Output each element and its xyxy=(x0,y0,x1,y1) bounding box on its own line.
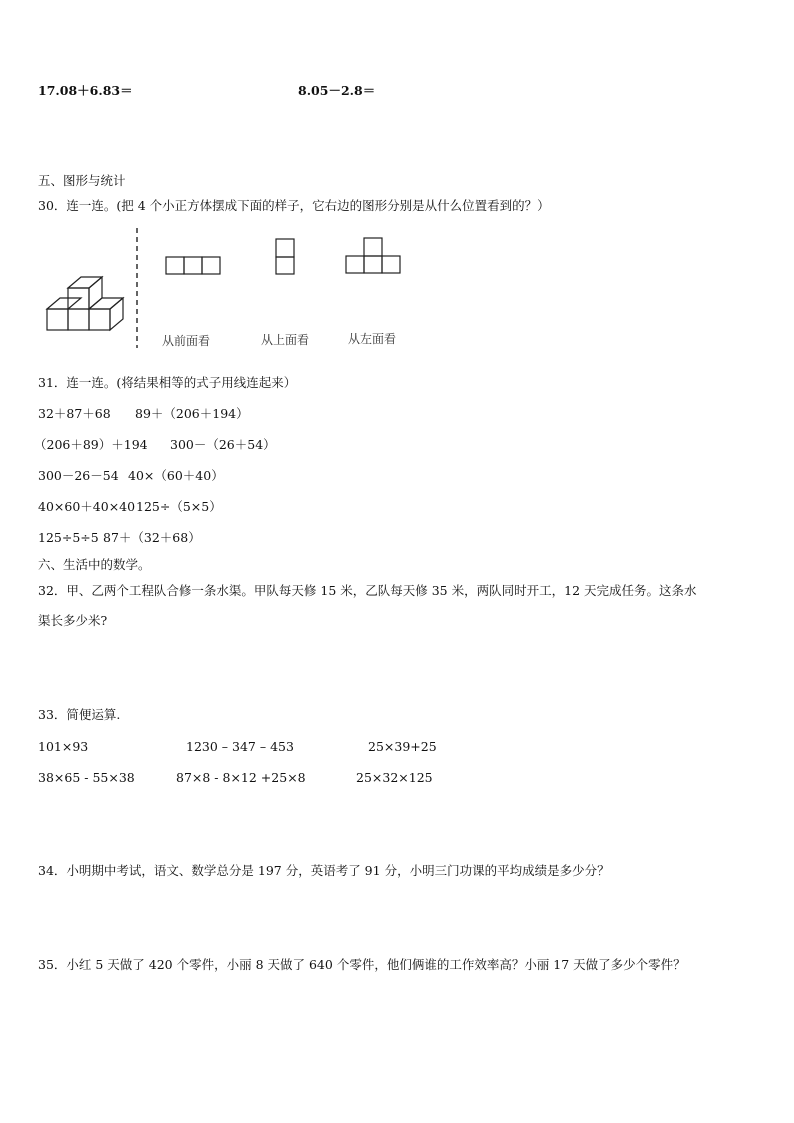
q33-r2-c: 25×32×125 xyxy=(356,770,433,785)
q30-text: 30．连一连。(把 4 个小正方体摆成下面的样子，它右边的图形分别是从什么位置看到的？） xyxy=(38,198,550,213)
view-label-front: 从前面看 xyxy=(162,334,211,348)
calc-left: 17.08＋6.83＝ xyxy=(38,83,133,98)
q31-row1-left: 32＋87＋68 xyxy=(38,406,111,421)
q31-row2-left: （206＋89）＋194 xyxy=(34,437,148,452)
q33-r1-c: 25×39+25 xyxy=(368,739,437,754)
q31-row2-right: 300－（26＋54） xyxy=(170,437,276,452)
q32-line2: 渠长多少米? xyxy=(38,613,108,628)
view-label-left: 从左面看 xyxy=(348,332,397,346)
q33-r1-a: 101×93 xyxy=(38,739,89,754)
q32-line1: 32．甲、乙两个工程队合修一条水渠。甲队每天修 15 米，乙队每天修 35 米，两队同时开工，12 天完成任务。这条水 xyxy=(38,583,697,598)
q33-r2-a: 38×65 - 55×38 xyxy=(38,770,135,785)
q33-text: 33．简便运算. xyxy=(38,707,121,722)
section5-title: 五、图形与统计 xyxy=(38,173,126,188)
q31-text: 31．连一连。(将结果相等的式子用线连起来） xyxy=(38,375,297,390)
q31-row4-left: 40×60＋40×40 xyxy=(38,499,136,514)
q31-row5-left: 125÷5÷5 xyxy=(38,530,99,545)
q31-row1-right: 89＋（206＋194） xyxy=(135,406,249,421)
q33-r1-b: 1230 – 347 – 453 xyxy=(186,739,294,754)
q34-text: 34．小明期中考试，语文、数学总分是 197 分，英语考了 91 分，小明三门功课的平均成绩是多少分？ xyxy=(38,863,610,878)
section6-title: 六、生活中的数学。 xyxy=(38,557,151,572)
q33-r2-b: 87×8 - 8×12 +25×8 xyxy=(176,770,306,785)
calc-right: 8.05－2.8＝ xyxy=(298,83,376,98)
q35-text: 35．小红 5 天做了 420 个零件，小丽 8 天做了 640 个零件，他们俩谁的工作效率高？小丽 17 天做了多少个零件？ xyxy=(38,957,686,972)
q31-row3-left: 300－26－54 xyxy=(38,468,119,483)
q31-row5-right: 87＋（32＋68） xyxy=(103,530,201,545)
q31-row3-right: 40×（60＋40） xyxy=(128,468,224,483)
q31-row4-right: 125÷（5×5） xyxy=(136,499,222,514)
view-label-top: 从上面看 xyxy=(261,333,310,347)
